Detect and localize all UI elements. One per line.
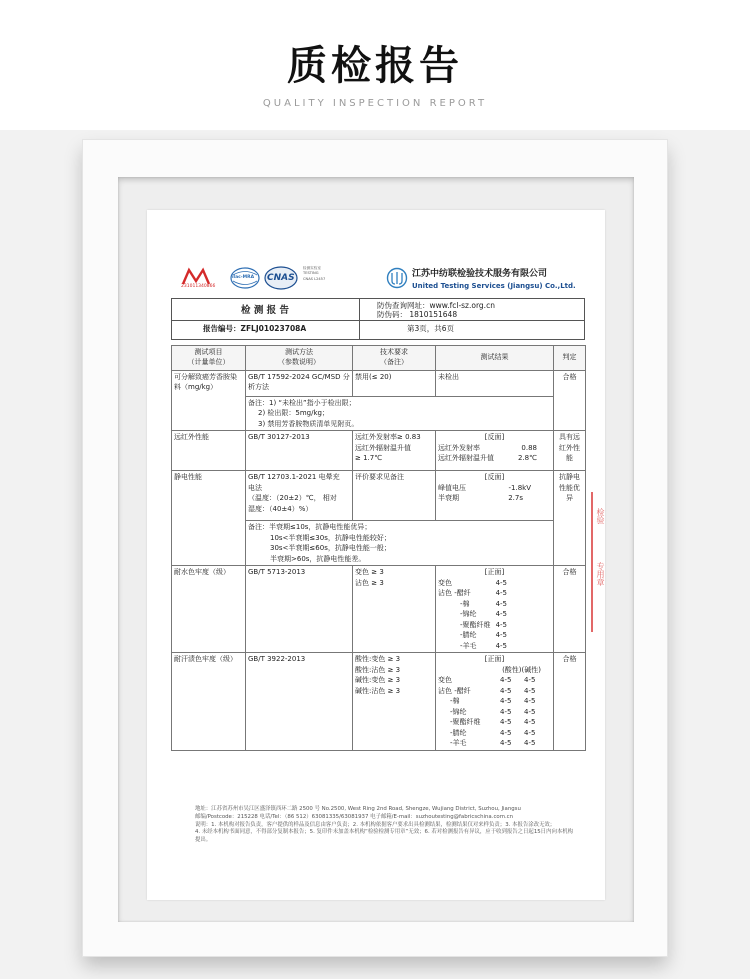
column-header: 判定 <box>554 346 586 371</box>
uts-logo <box>385 267 409 293</box>
test-item: 耐汗渍色牢度（级） <box>172 653 246 751</box>
result: [反面] 远红外发射率 0.88 远红外辐射温升值 2.8℃ <box>436 431 554 471</box>
result: [正面] 变色 4-5 沾色 -醋纤 4-5 -棉 4-5 -锦纶 4-5 -聚酯纤维 4-5 -腈纶 4-5 -羊毛 4-5 <box>436 566 554 653</box>
note <box>246 521 554 566</box>
cnas-caption-line: CNAS L2457 <box>303 276 326 281</box>
result: [正面] (酸性)(碱性) 变色 4-5 4-5 沾色 -醋纤 4-5 4-5 -棉 4-5 4-5 -锦纶 4-5 4-5 -聚酯纤维 4-5 4-5 -腈纶 4-5 4-5 -羊毛 4-5 4-5 <box>436 653 554 751</box>
divider <box>359 298 360 340</box>
institution-name-en: United Testing Services (Jiangsu) Co.,Ltd. <box>412 282 576 290</box>
verdict: 合格 <box>554 566 586 653</box>
inspection-seal <box>591 492 607 632</box>
requirement: 远红外发射率≥ 0.83 远红外辐射温升值 ≥ 1.7℃ <box>353 431 436 471</box>
test-item: 耐水色牢度（级） <box>172 566 246 653</box>
requirement: 变色 ≥ 3 沾色 ≥ 3 <box>353 566 436 653</box>
ilac-logo <box>229 266 261 294</box>
cnas-text: CNAS <box>267 273 295 283</box>
footer-line: 地址：江苏省苏州市吴江区盛泽镇西环二路 2500 号 No.2500, West Ring 2nd Road, Shengze, Wujiang District, Suzhou, Jiangsu <box>195 806 521 812</box>
verdict: 合格 <box>554 653 586 751</box>
table-row <box>172 431 586 471</box>
cma-code: 231011340866 <box>181 284 216 289</box>
note <box>246 396 554 431</box>
table-row <box>172 370 586 396</box>
column-header: 测试项目 （计量单位） <box>172 346 246 371</box>
note-line: 2) 检出限：5mg/kg； <box>258 409 329 418</box>
test-method: GB/T 3922-2013 <box>246 653 353 751</box>
footer-line: 说明：1. 本机构对报告负责，客户提供的样品及信息由客户负责；2. 本机构依据客户要求出具检测结果，检测结果仅对来样负责；3. 本报告涂改无效； <box>195 821 556 828</box>
note-line: 3) 禁用芳香胺物质清单见附页。 <box>258 419 359 428</box>
seal-text: 检验 <box>596 508 605 524</box>
cma-logo <box>181 267 215 291</box>
column-header: 技术要求 （备注） <box>353 346 436 371</box>
anti-fake-code: 防伪码： 1810151648 <box>377 310 458 319</box>
ilac-text: ilac-MRA <box>232 275 255 280</box>
cnas-caption-line: TESTING <box>303 271 319 276</box>
result: [反面] 峰值电压 -1.8kV 半衰期 2.7s <box>436 471 554 521</box>
table-header-row <box>172 346 586 371</box>
table-row <box>172 653 586 751</box>
results-table <box>171 345 586 751</box>
result: 未检出 <box>436 370 554 396</box>
page-title: 质检报告 <box>287 43 463 89</box>
column-header: 测试结果 <box>436 346 554 371</box>
note-line: 30s<半衰期≤60s，抗静电性能一般； <box>270 544 391 553</box>
footer-line: 邮编/Postcode：215228 电话/Tel：（86 512）63081335/63081937 电子邮箱/E-mail：suzhoutesting@fabricschina.com.cn <box>195 813 514 820</box>
anti-fake-site: 防伪查询网址：www.fcl-sz.org.cn <box>377 301 495 310</box>
table-row <box>172 566 586 653</box>
test-item: 远红外性能 <box>172 431 246 471</box>
requirement: 酸性:变色 ≥ 3 酸性:沾色 ≥ 3 碱性:变色 ≥ 3 碱性:沾色 ≥ 3 <box>353 653 436 751</box>
cnas-caption <box>303 266 325 282</box>
footer-line: 4. 未经本机构书面同意，不得部分复制本报告；5. 复印件未加盖本机构“检验检测专用章”无效；6. 若对检测报告有异议，应于收到报告之日起15日内向本机构提出。 <box>195 829 574 844</box>
note-line: 备注：1) “未检出”指小于检出限； <box>248 398 356 407</box>
test-method: GB/T 12703.1-2021 电晕充 电法 （温度：（20±2）℃， 相对 湿度：（40±4）%） <box>246 471 353 521</box>
note-line: 10s<半衰期≤30s，抗静电性能较好； <box>270 533 391 542</box>
test-method: GB/T 30127-2013 <box>246 431 353 471</box>
report-footer <box>195 806 575 845</box>
verdict: 抗静电性能优异 <box>554 471 586 566</box>
seal-text: 专用章 <box>596 562 605 586</box>
requirement: 评价要求见备注 <box>353 471 436 521</box>
report-title: 检 测 报 告 <box>241 305 289 316</box>
test-item: 可分解致癌芳香胺染料（mg/kg） <box>172 370 246 431</box>
page-subtitle: QUALITY INSPECTION REPORT <box>262 98 488 109</box>
test-method: GB/T 5713-2013 <box>246 566 353 653</box>
page-header <box>0 0 750 130</box>
verdict: 具有远红外性能 <box>554 431 586 471</box>
uts-icon <box>385 267 409 289</box>
verdict: 合格 <box>554 370 586 431</box>
test-item: 静电性能 <box>172 471 246 566</box>
column-header: 测试方法 （参数说明） <box>246 346 353 371</box>
report-paper <box>147 210 605 900</box>
requirement: 禁用(≤ 20) <box>353 370 436 396</box>
page-indicator: 第3页，共6页 <box>407 324 455 333</box>
institution-name-cn: 江苏中纺联检验技术服务有限公司 <box>412 269 548 279</box>
table-row <box>172 471 586 521</box>
note-line: 半衰期>60s，抗静电性能差。 <box>270 554 366 563</box>
cnas-caption-line: 检测实验室 <box>303 266 321 270</box>
note-line: 备注：半衰期≤10s，抗静电性能优异； <box>248 523 372 532</box>
report-number: 报告编号：ZFLJ01023708A <box>203 324 307 333</box>
test-method: GB/T 17592-2024 GC/MSD 分析方法 <box>246 370 353 396</box>
cnas-logo <box>263 265 299 295</box>
